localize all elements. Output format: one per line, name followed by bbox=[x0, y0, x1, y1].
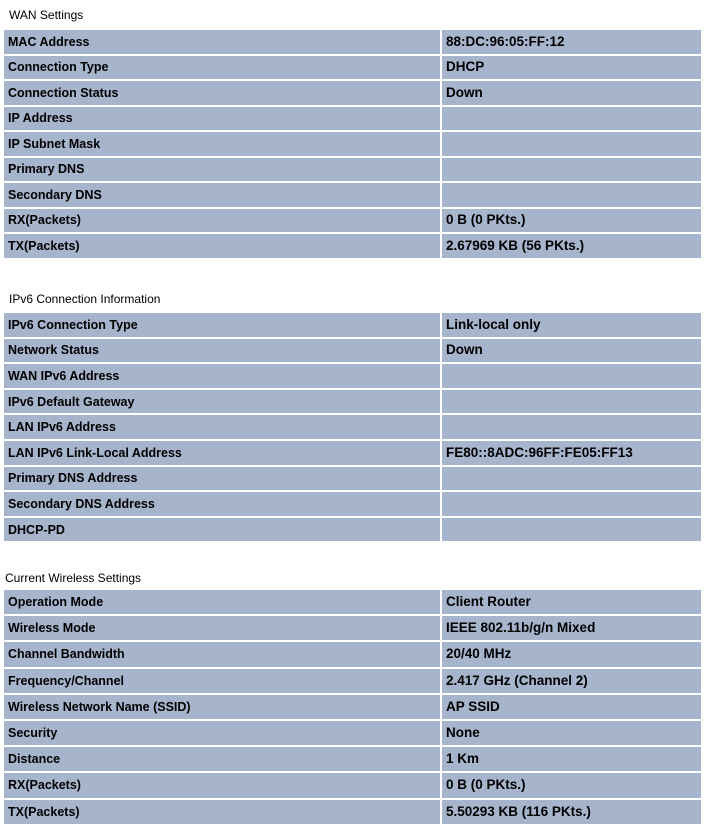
wan-settings-table bbox=[4, 30, 701, 260]
ipv6-row-secondary-dns-address bbox=[4, 492, 701, 518]
ipv6-row-default-gateway bbox=[4, 390, 701, 416]
wireless-ssid-value: AP SSID bbox=[442, 695, 701, 721]
ipv6-wan-address-label: WAN IPv6 Address bbox=[4, 364, 442, 390]
ipv6-primary-dns-address-value bbox=[442, 467, 701, 493]
wireless-row-ssid bbox=[4, 695, 701, 721]
wireless-row-rx-packets bbox=[4, 773, 701, 799]
wan-row-tx-packets bbox=[4, 234, 701, 260]
wireless-security-value: None bbox=[442, 721, 701, 747]
wireless-row-security bbox=[4, 721, 701, 747]
wan-row-ip-subnet-mask bbox=[4, 132, 701, 158]
ipv6-default-gateway-value bbox=[442, 390, 701, 416]
ipv6-primary-dns-address-label: Primary DNS Address bbox=[4, 467, 442, 493]
ipv6-secondary-dns-address-label: Secondary DNS Address bbox=[4, 492, 442, 518]
wireless-wireless-mode-value: IEEE 802.11b/g/n Mixed bbox=[442, 616, 701, 642]
wan-mac-address-value: 88:DC:96:05:FF:12 bbox=[442, 30, 701, 56]
wan-secondary-dns-label: Secondary DNS bbox=[4, 183, 442, 209]
ipv6-lan-link-local-address-value: FE80::8ADC:96FF:FE05:FF13 bbox=[442, 441, 701, 467]
ipv6-row-wan-address bbox=[4, 364, 701, 390]
wan-connection-status-label: Connection Status bbox=[4, 81, 442, 107]
ipv6-default-gateway-label: IPv6 Default Gateway bbox=[4, 390, 442, 416]
ipv6-row-lan-link-local-address bbox=[4, 441, 701, 467]
ipv6-connection-table bbox=[4, 313, 701, 543]
wan-connection-type-value: DHCP bbox=[442, 56, 701, 82]
wireless-ssid-label: Wireless Network Name (SSID) bbox=[4, 695, 442, 721]
ipv6-dhcp-pd-label: DHCP-PD bbox=[4, 518, 442, 544]
wireless-tx-packets-value: 5.50293 KB (116 PKts.) bbox=[442, 800, 701, 826]
ipv6-lan-address-label: LAN IPv6 Address bbox=[4, 415, 442, 441]
wan-primary-dns-value bbox=[442, 158, 701, 184]
wireless-distance-label: Distance bbox=[4, 747, 442, 773]
wireless-channel-bandwidth-value: 20/40 MHz bbox=[442, 642, 701, 668]
wireless-channel-bandwidth-label: Channel Bandwidth bbox=[4, 642, 442, 668]
wan-ip-address-value bbox=[442, 107, 701, 133]
wireless-row-operation-mode bbox=[4, 590, 701, 616]
wan-row-rx-packets bbox=[4, 209, 701, 235]
ipv6-network-status-label: Network Status bbox=[4, 339, 442, 365]
wireless-wireless-mode-label: Wireless Mode bbox=[4, 616, 442, 642]
wireless-frequency-channel-label: Frequency/Channel bbox=[4, 669, 442, 695]
ipv6-row-connection-type bbox=[4, 313, 701, 339]
ipv6-lan-address-value bbox=[442, 415, 701, 441]
wireless-security-label: Security bbox=[4, 721, 442, 747]
wireless-row-frequency-channel bbox=[4, 669, 701, 695]
wan-row-connection-status bbox=[4, 81, 701, 107]
ipv6-secondary-dns-address-value bbox=[442, 492, 701, 518]
ipv6-row-primary-dns-address bbox=[4, 467, 701, 493]
wireless-settings-table bbox=[4, 590, 701, 826]
ipv6-row-lan-address bbox=[4, 415, 701, 441]
wan-rx-packets-label: RX(Packets) bbox=[4, 209, 442, 235]
ipv6-dhcp-pd-value bbox=[442, 518, 701, 544]
wireless-rx-packets-label: RX(Packets) bbox=[4, 773, 442, 799]
wireless-settings-title: Current Wireless Settings bbox=[5, 571, 142, 585]
wan-tx-packets-label: TX(Packets) bbox=[4, 234, 442, 260]
ipv6-wan-address-value bbox=[442, 364, 701, 390]
wireless-frequency-channel-value: 2.417 GHz (Channel 2) bbox=[442, 669, 701, 695]
wan-connection-type-label: Connection Type bbox=[4, 56, 442, 82]
wan-row-ip-address bbox=[4, 107, 701, 133]
wan-mac-address-label: MAC Address bbox=[4, 30, 442, 56]
wan-ip-subnet-mask-label: IP Subnet Mask bbox=[4, 132, 442, 158]
wireless-row-distance bbox=[4, 747, 701, 773]
wan-connection-status-value: Down bbox=[442, 81, 701, 107]
wireless-distance-value: 1 Km bbox=[442, 747, 701, 773]
ipv6-connection-type-label: IPv6 Connection Type bbox=[4, 313, 442, 339]
wan-row-primary-dns bbox=[4, 158, 701, 184]
wireless-rx-packets-value: 0 B (0 PKts.) bbox=[442, 773, 701, 799]
ipv6-row-dhcp-pd bbox=[4, 518, 701, 544]
wan-ip-subnet-mask-value bbox=[442, 132, 701, 158]
wireless-row-tx-packets bbox=[4, 800, 701, 826]
ipv6-connection-title: IPv6 Connection Information bbox=[9, 292, 161, 306]
wan-primary-dns-label: Primary DNS bbox=[4, 158, 442, 184]
wireless-operation-mode-value: Client Router bbox=[442, 590, 701, 616]
ipv6-connection-type-value: Link-local only bbox=[442, 313, 701, 339]
wireless-row-channel-bandwidth bbox=[4, 642, 701, 668]
wireless-row-wireless-mode bbox=[4, 616, 701, 642]
ipv6-network-status-value: Down bbox=[442, 339, 701, 365]
ipv6-row-network-status bbox=[4, 339, 701, 365]
wan-tx-packets-value: 2.67969 KB (56 PKts.) bbox=[442, 234, 701, 260]
wan-row-mac-address bbox=[4, 30, 701, 56]
wan-rx-packets-value: 0 B (0 PKts.) bbox=[442, 209, 701, 235]
wireless-operation-mode-label: Operation Mode bbox=[4, 590, 442, 616]
wireless-tx-packets-label: TX(Packets) bbox=[4, 800, 442, 826]
ipv6-lan-link-local-address-label: LAN IPv6 Link-Local Address bbox=[4, 441, 442, 467]
wan-row-connection-type bbox=[4, 56, 701, 82]
wan-ip-address-label: IP Address bbox=[4, 107, 442, 133]
wan-secondary-dns-value bbox=[442, 183, 701, 209]
wan-row-secondary-dns bbox=[4, 183, 701, 209]
wan-settings-title: WAN Settings bbox=[9, 8, 84, 22]
